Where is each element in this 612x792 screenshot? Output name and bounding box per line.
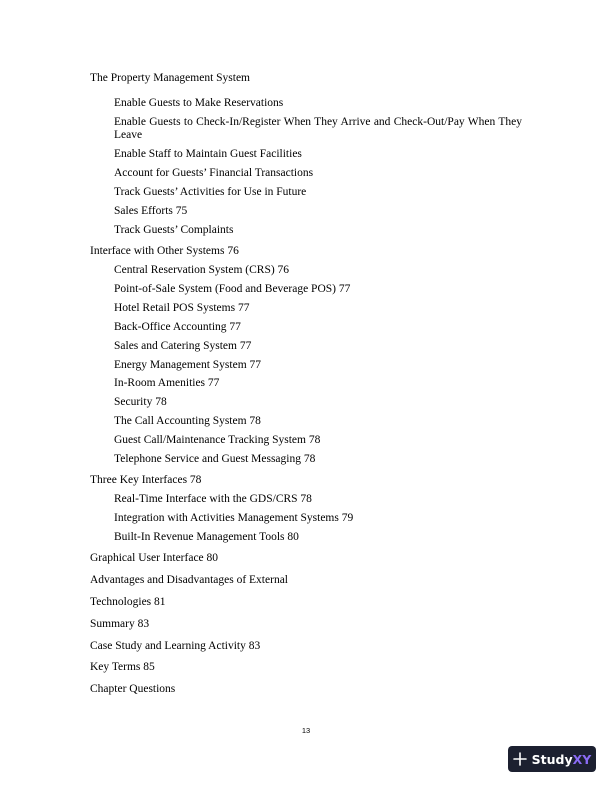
- toc-entry-advantages-disadvantages: Advantages and Disadvantages of External: [90, 574, 288, 586]
- page-number: 13: [301, 726, 311, 735]
- toc-entry-gds-crs-interface: Real-Time Interface with the GDS/CRS 78: [114, 493, 312, 505]
- plus-icon: [513, 752, 527, 766]
- toc-entry-guest-call-maintenance: Guest Call/Maintenance Tracking System 78: [114, 434, 321, 446]
- toc-entry-energy-management: Energy Management System 77: [114, 359, 262, 371]
- toc-entry-track-guest-complaints: Track Guests’ Complaints: [114, 224, 234, 236]
- studyxy-logo-text: [532, 752, 592, 767]
- toc-entry-key-terms: Key Terms 85: [90, 661, 155, 673]
- toc-entry-back-office-accounting: Back-Office Accounting 77: [114, 321, 241, 333]
- toc-entry-hotel-retail-pos: Hotel Retail POS Systems 77: [114, 302, 250, 314]
- toc-entry-revenue-management: Built-In Revenue Management Tools 80: [114, 531, 299, 543]
- toc-entry-maintain-guest-facilities: Enable Staff to Maintain Guest Facilities: [114, 148, 302, 160]
- toc-entry-sales-catering: Sales and Catering System 77: [114, 340, 252, 352]
- toc-entry-crs: Central Reservation System (CRS) 76: [114, 264, 290, 276]
- toc-entry-property-management-system: The Property Management System: [90, 72, 251, 84]
- toc-entry-in-room-amenities: In-Room Amenities 77: [114, 377, 220, 389]
- toc-entry-technologies: Technologies 81: [90, 596, 166, 608]
- toc-entry-security: Security 78: [114, 396, 167, 408]
- toc-entry-make-reservations: Enable Guests to Make Reservations: [114, 97, 284, 109]
- toc-entry-telephone-messaging: Telephone Service and Guest Messaging 78: [114, 453, 316, 465]
- brand-xy: XY: [572, 751, 592, 767]
- studyxy-badge[interactable]: [508, 746, 596, 772]
- toc-entry-interface-other-systems: Interface with Other Systems 76: [90, 245, 239, 257]
- toc-entry-chapter-questions: Chapter Questions: [90, 683, 176, 695]
- toc-entry-financial-transactions: Account for Guests’ Financial Transactions: [114, 167, 314, 179]
- toc-entry-call-accounting: The Call Accounting System 78: [114, 415, 261, 427]
- toc-entry-three-key-interfaces: Three Key Interfaces 78: [90, 474, 202, 486]
- toc-entry-summary: Summary 83: [90, 618, 150, 630]
- brand-study: Study: [531, 751, 573, 767]
- toc-entry-check-in-check-out: Enable Guests to Check-In/Register When They Arrive and Check-Out/Pay When They Leave: [114, 116, 522, 141]
- toc-entry-activities-management: Integration with Activities Management Systems 79: [114, 512, 354, 524]
- toc-entry-graphical-user-interface: Graphical User Interface 80: [90, 552, 219, 564]
- toc-entry-pos-food-beverage: Point-of-Sale System (Food and Beverage POS) 77: [114, 283, 351, 295]
- toc-entry-sales-efforts: Sales Efforts 75: [114, 205, 188, 217]
- toc-entry-case-study: Case Study and Learning Activity 83: [90, 640, 261, 652]
- toc-entry-track-guest-activities: Track Guests’ Activities for Use in Future: [114, 186, 307, 198]
